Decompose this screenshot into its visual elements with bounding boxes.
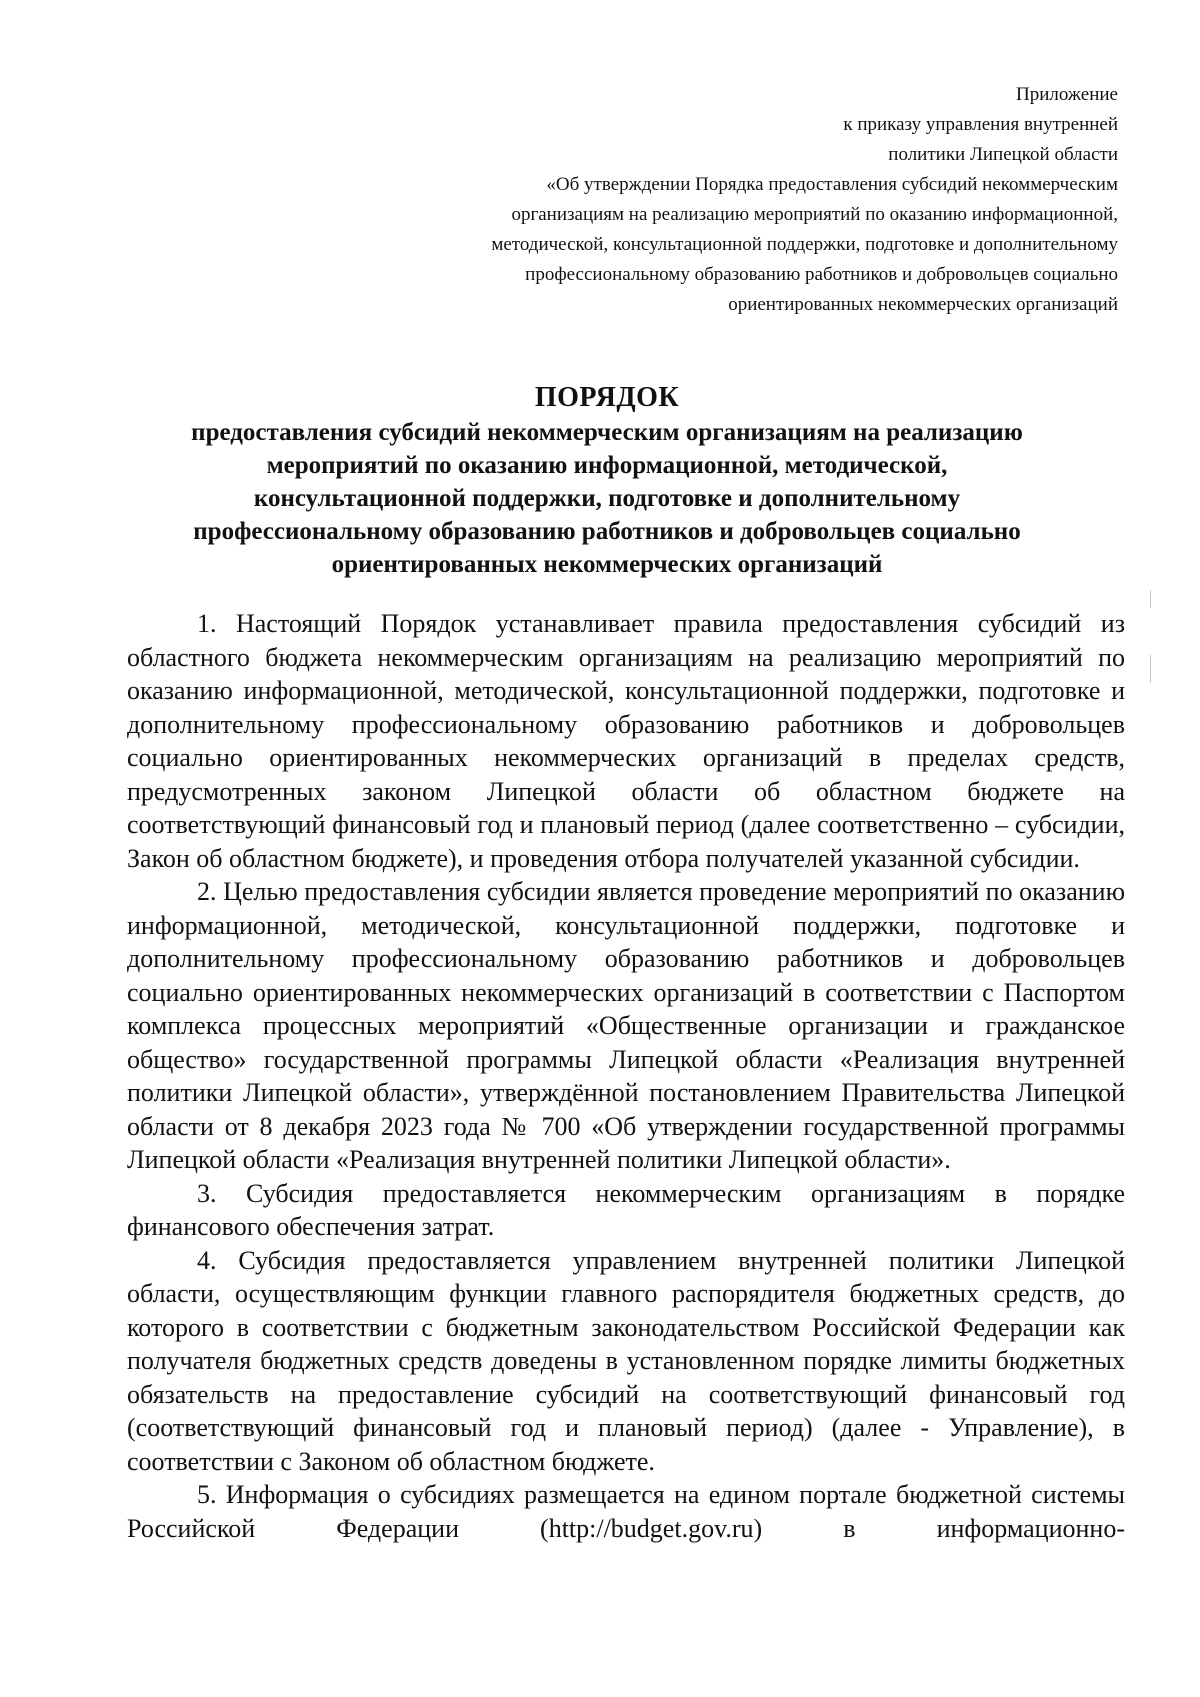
subtitle-line: ориентированных некоммерческих организаций bbox=[331, 551, 883, 578]
title-subtitle bbox=[127, 416, 1087, 581]
subtitle-line: мероприятий по оказанию информационной, методической, bbox=[266, 452, 948, 479]
scan-artifact bbox=[1150, 655, 1151, 683]
appendix-line: политики Липецкой области bbox=[888, 144, 1118, 165]
appendix-line: ориентированных некоммерческих организаций bbox=[728, 294, 1118, 315]
appendix-line: Приложение bbox=[1016, 84, 1118, 105]
paragraph-2: 2. Целью предоставления субсидии является проведение мероприятий по оказанию информационной, методической, консультационной поддержки, подготовке и дополнительному профессиональному образованию работников и добровольцев социально ориентированных некоммерческих организаций в соответствии с Паспортом комплекса процессных мероприятий «Общественные организации и гражданское общество» государственной программы Липецкой области «Реализация внутренней политики Липецкой области», утверждённой постановлением Правительства Липецкой области от 8 декабря 2023 года № 700 «Об утверждении государственной программы Липецкой области «Реализация внутренней политики Липецкой области». bbox=[127, 877, 1125, 1174]
paragraph-3: 3. Субсидия предоставляется некоммерческим организациям в порядке финансового обеспечения затрат. bbox=[127, 1178, 1125, 1241]
appendix-header bbox=[438, 80, 1118, 320]
title-main: ПОРЯДОК bbox=[534, 382, 680, 413]
appendix-line: профессиональному образованию работников и добровольцев социально bbox=[525, 264, 1118, 285]
subtitle-line: профессиональному образованию работников и добровольцев социально bbox=[193, 518, 1021, 545]
appendix-line: «Об утверждении Порядка предоставления субсидий некоммерческим bbox=[546, 174, 1118, 195]
paragraph-1: 1. Настоящий Порядок устанавливает правила предоставления субсидий из областного бюджета некоммерческим организациям на реализацию мероприятий по оказанию информационной, методической, консультационной поддержки, подготовке и дополнительному профессиональному образованию работников и добровольцев социально ориентированных некоммерческих организаций в пределах средств, предусмотренных законом Липецкой области об областном бюджете на соответствующий финансовый год и плановый период (далее соответственно – субсидии, Закон об областном бюджете), и проведения отбора получателей указанной субсидии. bbox=[127, 609, 1125, 873]
document-body bbox=[127, 607, 1125, 1545]
paragraph-4: 4. Субсидия предоставляется управлением внутренней политики Липецкой области, осуществляющим функции главного распорядителя бюджетных средств, до которого в соответствии с бюджетным законодательством Российской Федерации как получателя бюджетных средств доведены в установленном порядке лимиты бюджетных обязательств на предоставление субсидий на соответствующий финансовый год (соответствующий финансовый год и плановый период) (далее - Управление), в соответствии с Законом об областном бюджете. bbox=[127, 1245, 1125, 1476]
appendix-line: методической, консультационной поддержки, подготовке и дополнительному bbox=[491, 234, 1118, 255]
paragraph-5: 5. Информация о субсидиях размещается на едином портале бюджетной системы Российской Федерации (http://budget.gov.ru) в информационно- bbox=[127, 1480, 1125, 1543]
scan-artifact bbox=[1150, 590, 1151, 608]
document-title bbox=[127, 380, 1087, 581]
appendix-line: к приказу управления внутренней bbox=[843, 114, 1118, 135]
subtitle-line: предоставления субсидий некоммерческим организациям на реализацию bbox=[191, 419, 1023, 446]
subtitle-line: консультационной поддержки, подготовке и дополнительному bbox=[253, 485, 961, 512]
appendix-line: организациям на реализацию мероприятий по оказанию информационной, bbox=[511, 204, 1118, 225]
